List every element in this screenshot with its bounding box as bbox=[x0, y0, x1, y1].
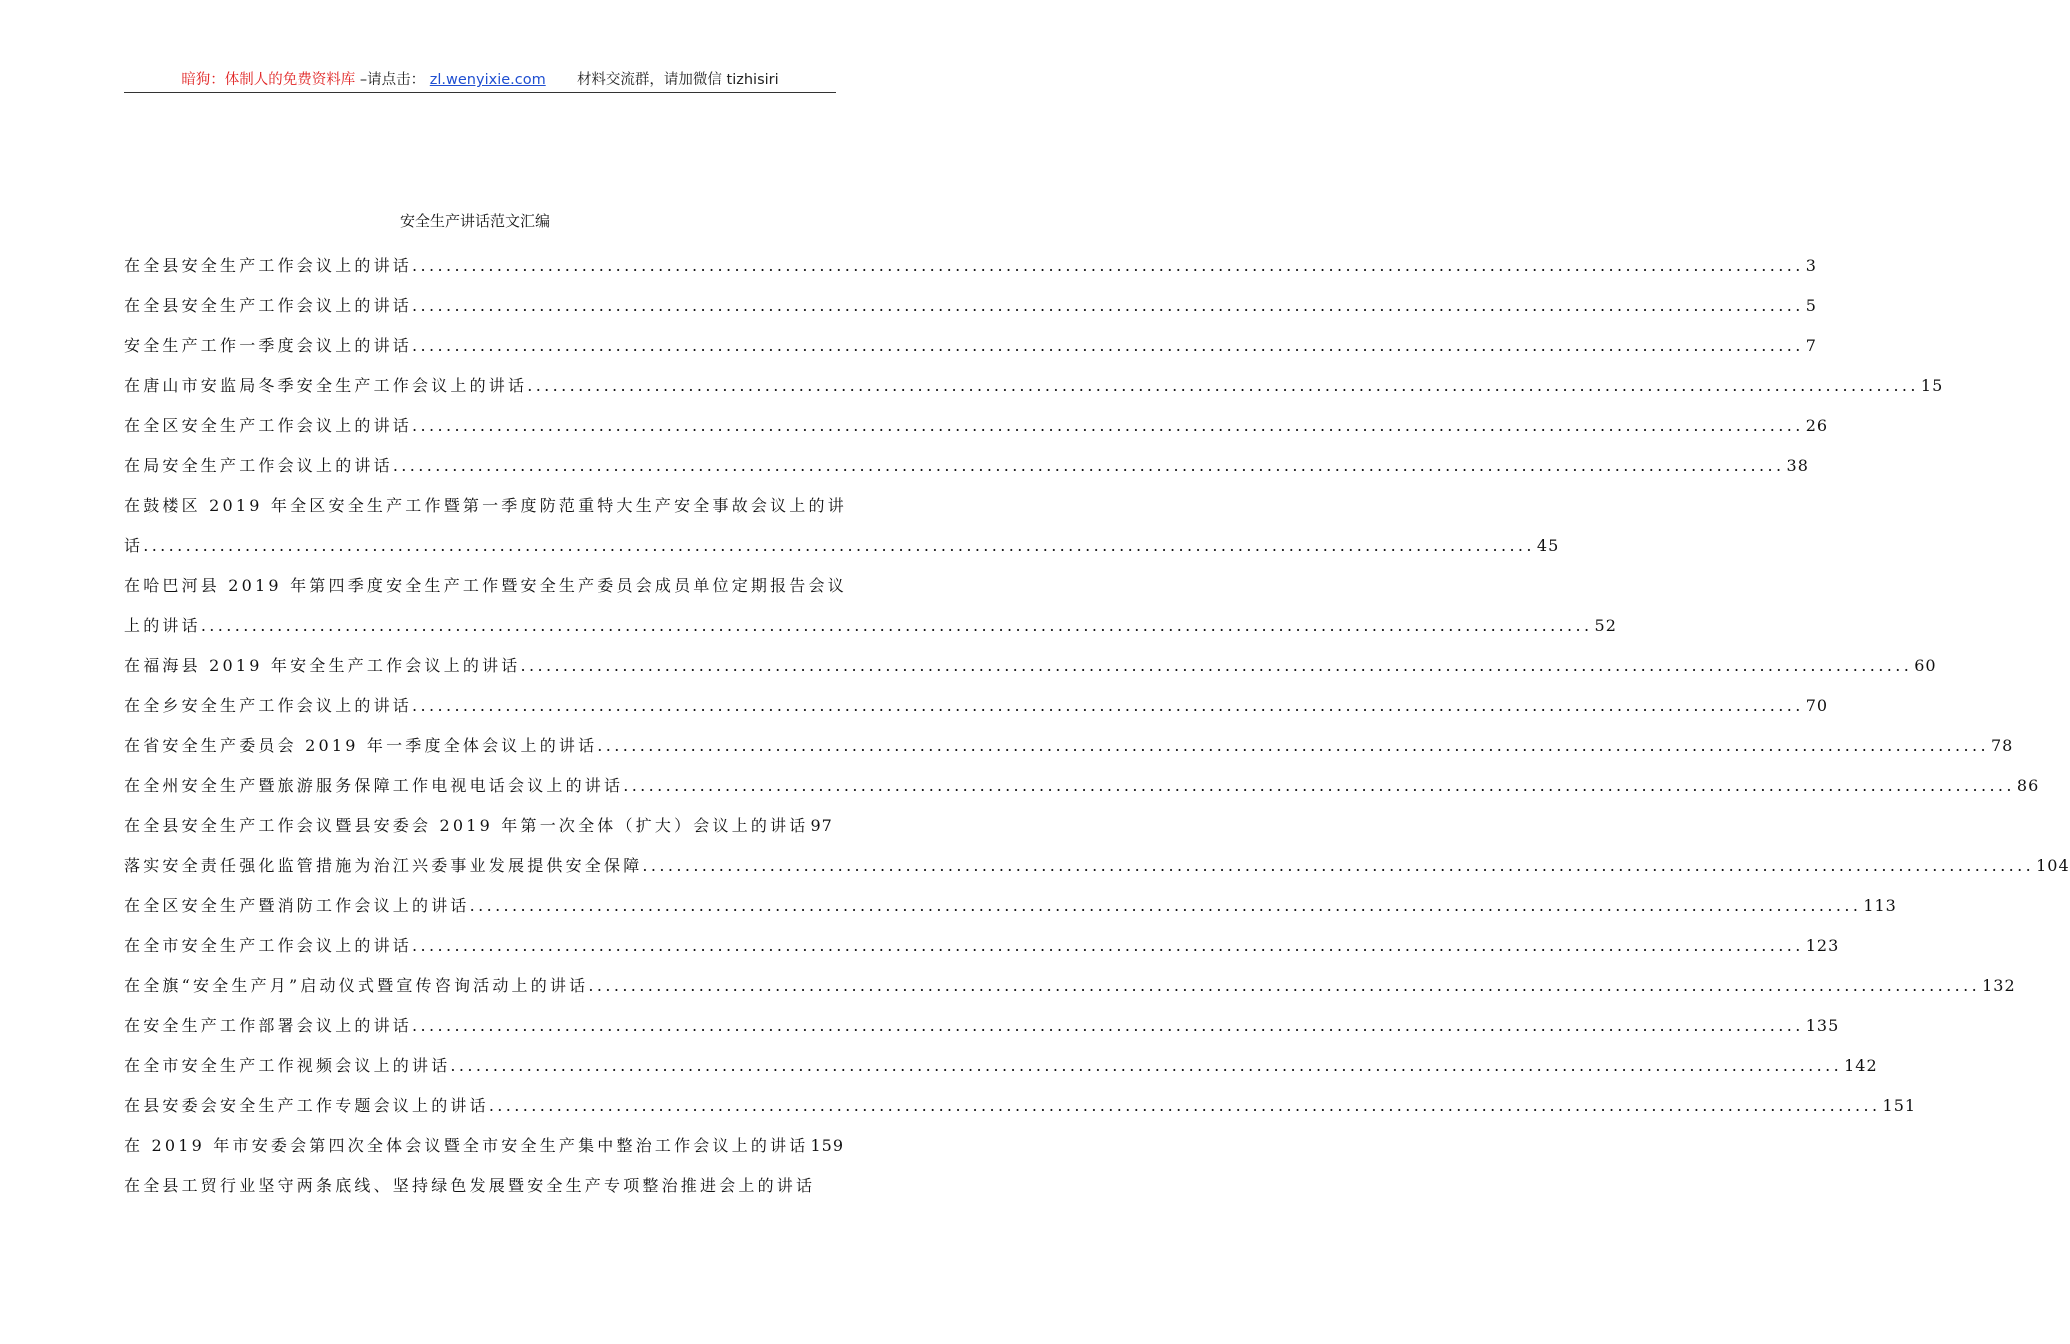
toc-entry[interactable] bbox=[124, 889, 1897, 929]
toc-entry-title: 在全市安全生产工作会议上的讲话 bbox=[124, 936, 413, 955]
document-title: 安全生产讲话范文汇编 bbox=[399, 212, 550, 230]
toc-entry[interactable] bbox=[124, 929, 1840, 969]
toc-entry[interactable] bbox=[124, 1129, 845, 1169]
toc-entry-title: 安全生产工作一季度会议上的讲话 bbox=[124, 336, 413, 355]
toc-entry-page: 26 bbox=[1805, 416, 1829, 435]
toc-entry-title: 在全区安全生产暨消防工作会议上的讲话 bbox=[124, 896, 470, 915]
toc-entry-title: 落实安全责任强化监管措施为治江兴委事业发展提供安全保障 bbox=[124, 856, 643, 875]
toc-entry[interactable] bbox=[124, 1089, 1917, 1129]
toc-entry-title: 在鼓楼区 2019 年全区安全生产工作暨第一季度防范重特大生产安全事故会议上的讲 bbox=[124, 496, 847, 515]
toc-entry[interactable] bbox=[124, 689, 1829, 729]
toc-entry-page: 15 bbox=[1920, 376, 1944, 395]
toc-entry-title: 在全州安全生产暨旅游服务保障工作电视电话会议上的讲话 bbox=[124, 776, 624, 795]
toc-entry-title: 在全乡安全生产工作会议上的讲话 bbox=[124, 696, 413, 715]
toc-entry[interactable] bbox=[124, 569, 847, 609]
toc-entry[interactable] bbox=[124, 369, 1944, 409]
toc-entry-page: 3 bbox=[1805, 256, 1817, 275]
toc-entry-title: 在哈巴河县 2019 年第四季度安全生产工作暨安全生产委员会成员单位定期报告会议 bbox=[124, 576, 847, 595]
toc-entry[interactable] bbox=[124, 769, 2040, 809]
toc-entry[interactable] bbox=[124, 489, 847, 529]
toc-entry-title: 在全县安全生产工作会议上的讲话 bbox=[124, 256, 413, 275]
toc-entry-page: 60 bbox=[1914, 656, 1937, 675]
page-header bbox=[124, 68, 836, 94]
toc-entry-page: 78 bbox=[1991, 736, 2014, 755]
toc-entry-title: 在唐山市安监局冬季安全生产工作会议上的讲话 bbox=[124, 376, 528, 395]
header-prompt: –请点击： bbox=[359, 72, 426, 88]
toc-entry-title: 在省安全生产委员会 2019 年一季度全体会议上的讲话 bbox=[124, 736, 598, 755]
toc-entry-page: 7 bbox=[1805, 336, 1817, 355]
toc-entry[interactable] bbox=[124, 1169, 836, 1209]
toc-entry-page: 38 bbox=[1786, 456, 1809, 475]
toc-entry-page: 5 bbox=[1805, 296, 1817, 315]
toc-entry[interactable] bbox=[124, 329, 1817, 369]
toc-entry[interactable] bbox=[124, 729, 2014, 769]
toc-entry-title: 在全区安全生产工作会议上的讲话 bbox=[124, 416, 413, 435]
toc-entry-page: 104 bbox=[2036, 856, 2070, 875]
toc-entry-page: 151 bbox=[1882, 1096, 1917, 1115]
header-brand: 暗狗：体制人的免费资料库 bbox=[181, 72, 356, 88]
toc-entry-title: 在全县工贸行业坚守两条底线、坚持绿色发展暨安全生产专项整治推进会上的讲话 bbox=[124, 1176, 816, 1195]
toc-entry[interactable] bbox=[124, 849, 2070, 889]
header-wechat: 材料交流群，请加微信 tizhisiri bbox=[576, 72, 779, 88]
toc-entry-title: 在县安委会安全生产工作专题会议上的讲话 bbox=[124, 1096, 489, 1115]
toc-entry-page: 97 bbox=[810, 816, 833, 835]
toc-entry-title: 在福海县 2019 年安全生产工作会议上的讲话 bbox=[124, 656, 521, 675]
toc-entry-title: 话 bbox=[124, 536, 144, 555]
toc-entry-page: 45 bbox=[1536, 536, 1560, 555]
toc-entry-page: 52 bbox=[1594, 616, 1617, 635]
toc-entry-page: 142 bbox=[1844, 1056, 1878, 1075]
toc-entry[interactable] bbox=[124, 449, 1809, 489]
toc-entry-page: 159 bbox=[810, 1136, 845, 1155]
toc-entry-title: 上的讲话 bbox=[124, 616, 201, 635]
toc-entry[interactable] bbox=[124, 289, 1817, 329]
toc-entry-title: 在全县安全生产工作会议暨县安委会 2019 年第一次全体（扩大）会议上的讲话 bbox=[124, 816, 809, 835]
toc-entry[interactable] bbox=[124, 249, 1817, 289]
table-of-contents bbox=[124, 249, 2070, 1209]
toc-entry-page: 132 bbox=[1982, 976, 2016, 995]
toc-entry-title: 在全旗“安全生产月”启动仪式暨宣传咨询活动上的讲话 bbox=[124, 976, 589, 995]
toc-entry-page: 113 bbox=[1863, 896, 1897, 915]
toc-entry-continuation[interactable] bbox=[124, 609, 1617, 649]
header-divider bbox=[124, 92, 836, 93]
toc-entry-title: 在全市安全生产工作视频会议上的讲话 bbox=[124, 1056, 451, 1075]
toc-entry[interactable] bbox=[124, 809, 836, 849]
header-link[interactable]: zl.wenyixie.com bbox=[429, 72, 546, 88]
toc-entry[interactable] bbox=[124, 1009, 1840, 1049]
toc-entry[interactable] bbox=[124, 969, 2016, 1009]
toc-entry-title: 在局安全生产工作会议上的讲话 bbox=[124, 456, 393, 475]
toc-entry[interactable] bbox=[124, 649, 1937, 689]
toc-entry-title: 在安全生产工作部署会议上的讲话 bbox=[124, 1016, 413, 1035]
toc-entry-title: 在全县安全生产工作会议上的讲话 bbox=[124, 296, 413, 315]
toc-entry-title: 在 2019 年市安委会第四次全体会议暨全市安全生产集中整治工作会议上的讲话 bbox=[124, 1136, 809, 1155]
toc-entry-continuation[interactable] bbox=[124, 529, 1560, 569]
toc-entry-page: 70 bbox=[1805, 696, 1829, 715]
toc-entry[interactable] bbox=[124, 1049, 1878, 1089]
toc-entry-page: 123 bbox=[1805, 936, 1840, 955]
toc-entry-page: 86 bbox=[2016, 776, 2040, 795]
toc-entry[interactable] bbox=[124, 409, 1829, 449]
toc-entry-page: 135 bbox=[1805, 1016, 1840, 1035]
